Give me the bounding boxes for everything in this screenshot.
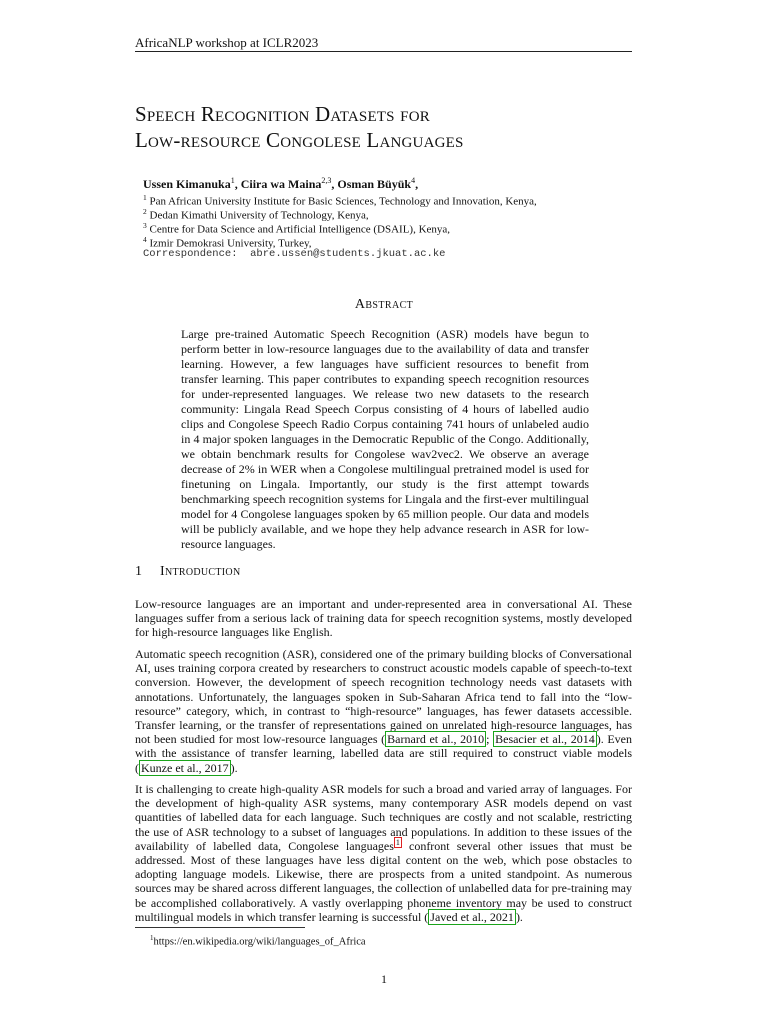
author-name: Ciira wa Maina (240, 177, 322, 191)
footnote-url[interactable]: https://en.wikipedia.org/wiki/languages_of_Africa (153, 936, 366, 948)
paragraph-text: Automatic speech recognition (ASR), considered one of the primary building blocks of Conversational AI, uses training corpora created by researchers to construct acoustic models capable of speech-to-text conversion. However, the development of speech recognition technology needs vast datasets with annotations. Unfortunately, the languages spoken in Sub-Saharan Africa tend to fall into the “low-resource” category, which, in contrast to “high-resource” languages, has fewer datasets accessible. Transfer learning, or the transfer of representations gained on unrelated high-resource languages, has not been studied for most low-resource languages ( (135, 647, 632, 747)
title-line-2: Low-resource Congolese Languages (135, 128, 464, 152)
section-heading-introduction (135, 564, 240, 580)
affiliation-number: 4 (143, 235, 147, 244)
citation-link[interactable]: Javed et al., 2021 (430, 909, 514, 924)
footnote-rule (135, 927, 305, 928)
author-affil-mark: 4 (411, 176, 416, 185)
paragraph-text: ). (230, 760, 238, 775)
author-list (143, 176, 418, 192)
author-separator: , (415, 177, 419, 191)
abstract-heading: Abstract (354, 297, 414, 312)
author-separator: , (234, 177, 241, 191)
affiliation-text: Dedan Kimathi University of Technology, Kenya, (149, 209, 369, 222)
author-affil-mark: 1 (230, 176, 235, 185)
paragraph-text: confront several other issues that must be addressed. Most of these languages have less digital content on the web, which pose obstacles to adopting language models. Likewise, there are prospects from a united standpoint. As numerous sources may be shared across different languages, the collection of unlabelled data for pre-training may be accomplished collaboratively. A vastly overlapping phoneme inventory may be used to construct multilingual models in which transfer learning is successful ( (135, 838, 632, 924)
intro-paragraph-2 (135, 647, 632, 775)
footnote-ref-link[interactable]: 1 (395, 837, 400, 847)
affiliation-text: Pan African University Institute for Basic Sciences, Technology and Innovation, Kenya, (149, 195, 537, 208)
running-header: AfricaNLP workshop at ICLR2023 (135, 35, 319, 50)
intro-paragraph-1: Low-resource languages are an important and under-represented area in conversational AI. These languages suffer from a serious lack of training data for speech recognition systems, mostly developed for high-resource languages like English. (135, 597, 632, 640)
author-name: Osman Büyük (337, 177, 412, 191)
citation-link[interactable]: Kunze et al., 2017 (141, 760, 229, 775)
citation-separator: ; (486, 732, 494, 747)
intro-paragraph-3 (135, 782, 632, 924)
affiliation-text: Centre for Data Science and Artificial Intelligence (DSAIL), Kenya, (149, 223, 451, 236)
affiliation-number: 1 (143, 193, 147, 202)
title-line-1: Speech Recognition Datasets for (135, 102, 430, 126)
paragraph-text: It is challenging to create high-quality ASR models for such a broad and varied array of languages. For the development of high-quality ASR systems, many contemporary ASR models depend on vast quantities of labelled data for each language. Such techniques are costly and not scalable, restricting the use of ASR technology to a subset of languages and populations. In addition to these issues of the availability of labelled data, Congolese languages (135, 782, 632, 853)
correspondence-email[interactable]: Correspondence: abre.ussen@students.jkuat.ac.ke (143, 248, 446, 260)
citation-link[interactable]: Barnard et al., 2010 (387, 732, 485, 747)
page-number: 1 (381, 972, 387, 986)
abstract-text: Large pre-trained Automatic Speech Recognition (ASR) models have begun to perform better in low-resource languages due to the availability of data and transfer learning. However, a few languages have sufficient resources to benefit from transfer learning. This paper contributes to expanding speech recognition resources for under-represented languages. We release two new datasets to the research community: Lingala Read Speech Corpus consisting of 4 hours of labelled audio clips and Congolese Speech Radio Corpus containing 741 hours of unlabeled audio in 4 major spoken languages in the Democratic Republic of the Congo. Additionally, we obtain benchmark results for Congolese wav2vec2. We observe an average decrease of 2% in WER when a Congolese multilingual pretrained model is used for finetuning on Lingala. Importantly, our study is the first attempt towards benchmarking speech recognition systems for Lingala and the first-ever multilingual model for 4 Congolese languages spoken by 65 million people. Our data and models will be publicly available, and we hope they help advance research in ASR for low-resource languages. (181, 327, 589, 551)
section-number: 1 (135, 564, 143, 579)
section-title: Introduction (160, 564, 241, 579)
author-affil-mark: 2,3 (321, 176, 332, 185)
affiliation-number: 3 (143, 221, 147, 230)
author-name: Ussen Kimanuka (143, 177, 231, 191)
affiliation-number: 2 (143, 207, 147, 216)
paragraph-text: ). Even with the assistance of transfer learning, labelled data are still required to construct viable models ( (135, 732, 633, 775)
footnote (150, 934, 366, 948)
author-separator: , (331, 177, 338, 191)
paragraph-text: ). (515, 909, 523, 924)
header-rule (135, 51, 632, 52)
footnote-number: 1 (150, 934, 154, 942)
citation-link[interactable]: Besacier et al., 2014 (495, 732, 595, 747)
affiliation-text: Izmir Demokrasi University, Turkey, (149, 237, 312, 250)
paper-title (135, 101, 632, 153)
